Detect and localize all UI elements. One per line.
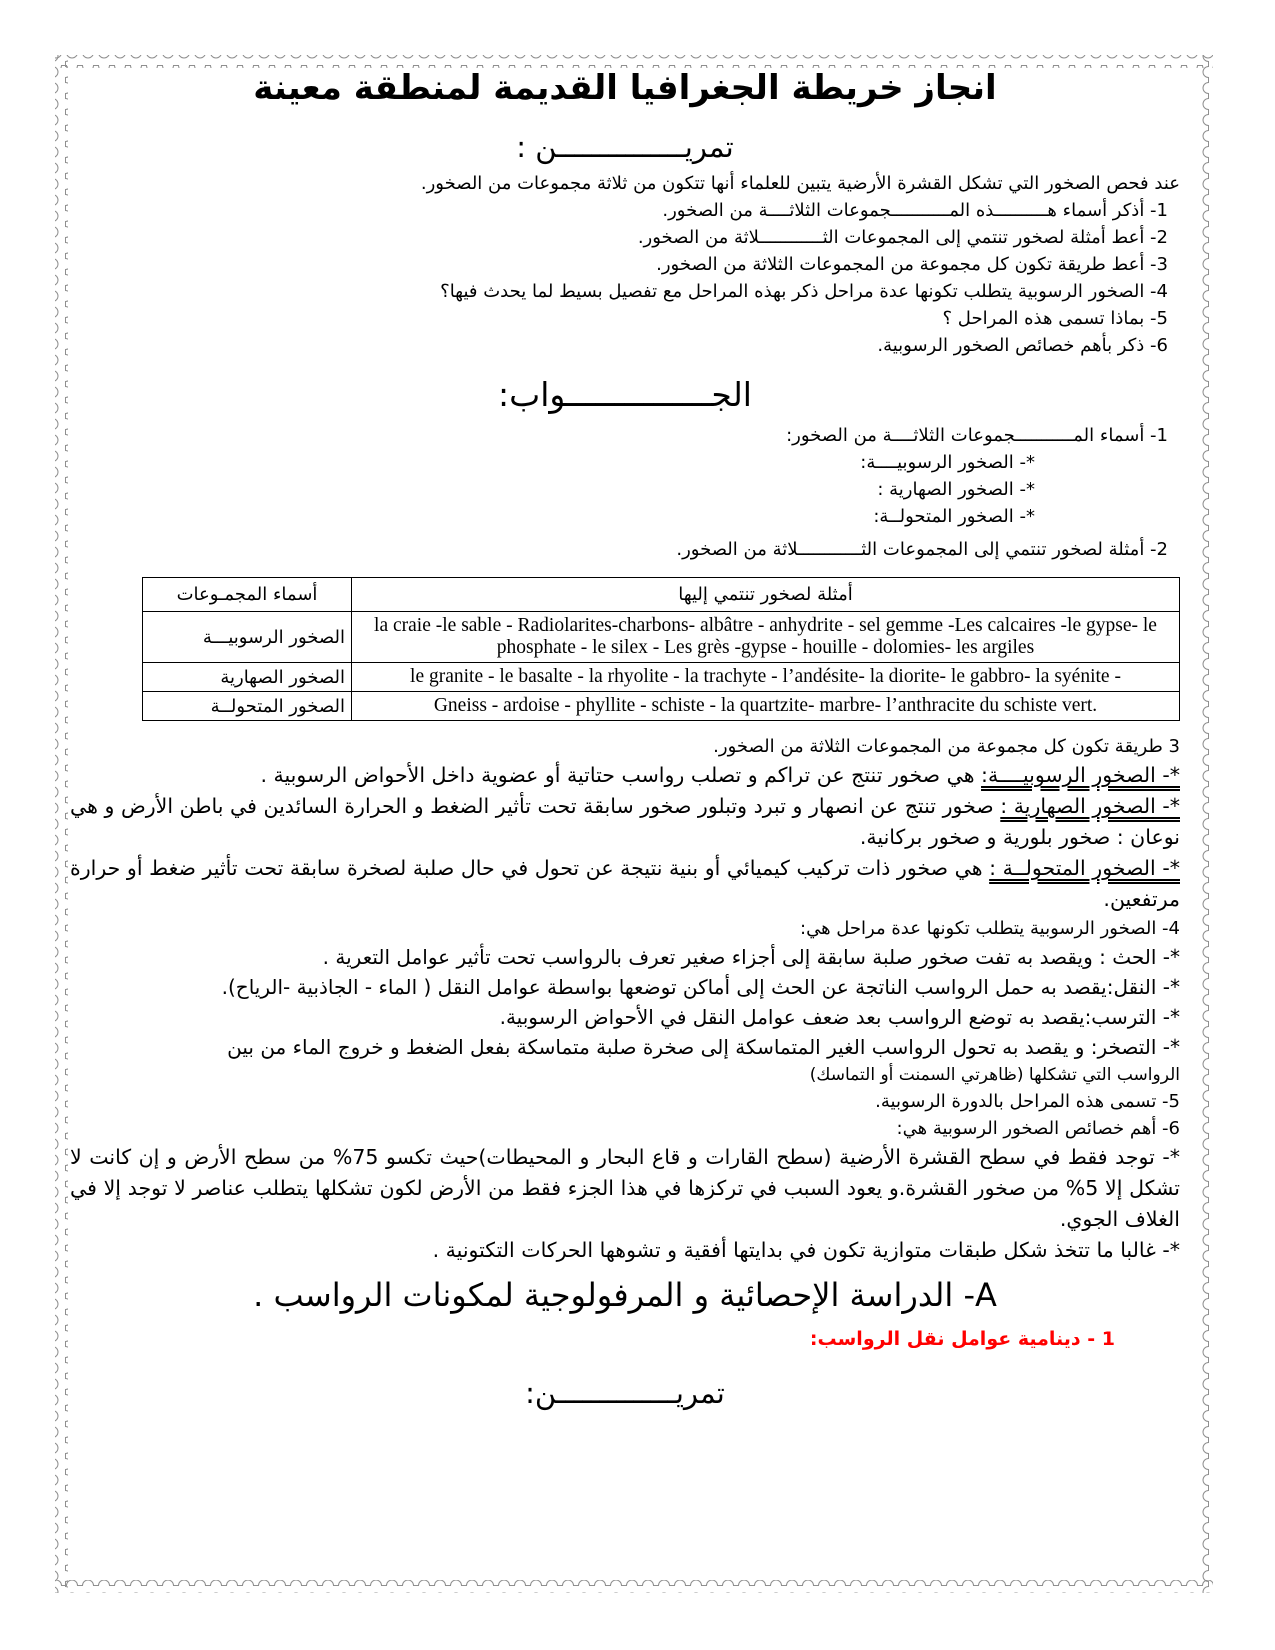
- definition-magmatic: [70, 791, 1180, 853]
- red-subheading-dynamics: 1 - دينامية عوامل نقل الرواسب:: [809, 1328, 1115, 1350]
- sedimentary-name-cell: الصخور الرسوبيـــة: [143, 612, 352, 663]
- table-header-row: [143, 578, 1180, 612]
- definition-text: هي صخور تنتج عن تراكم و تصلب رواسب حتاتية أو عضوية داخل الأحواض الرسوبية .: [260, 763, 982, 787]
- answer-heading: الجـــــــــــــــواب:: [498, 375, 752, 414]
- definition-term: *- الصخور الصهارية :: [1000, 794, 1180, 818]
- stage-lithification: *- التصخر: و يقصد به تحول الرواسب الغير المتماسكة إلى صخرة صلبة متماسكة بفعل الضغط و خروج الماء من بين: [227, 1035, 1180, 1059]
- answer4-label: 4- الصخور الرسوبية يتطلب تكونها عدة مراحل هي:: [800, 918, 1180, 939]
- rock-examples-table: [142, 577, 1180, 721]
- definition-text: هي صخور ذات تركيب كيميائي أو بنية نتيجة عن تحول في حال صلبة لصخرة سابقة تحت تأثير ضغط أو حرارة مرتفعين.: [70, 856, 1180, 911]
- sedimentary-examples-cell: la craie -le sable - Radiolarites-charbons- albâtre - anhydrite - sel gemme -Les calcaires -le gypse- le phosphate - le silex - Les grès -gypse - houille - dolomies- les argiles: [352, 612, 1180, 663]
- rock-group-metamorphic: *- الصخور المتحولــة:: [873, 506, 1035, 527]
- exercise-intro: عند فحص الصخور التي تشكل القشرة الأرضية يتبين للعلماء أنها تتكون من ثلاثة مجموعات من الصخور.: [420, 173, 1180, 194]
- exercise-heading: تمريـــــــــــــــن :: [516, 130, 734, 164]
- rock-group-magmatic: *- الصخور الصهارية :: [877, 479, 1035, 500]
- answer3-label: 3 طريقة تكون كل مجموعة من المجموعات الثلاثة من الصخور.: [713, 736, 1180, 757]
- table-header-names: أسماء المجمـوعات: [143, 578, 352, 612]
- stage-lithification-continued: الرواسب التي تشكلها (ظاهرتي السمنت أو التماسك): [809, 1065, 1180, 1085]
- table-row: [143, 692, 1180, 721]
- document-content: [70, 58, 1180, 1410]
- magmatic-name-cell: الصخور الصهارية: [143, 663, 352, 692]
- definition-text: صخور تنتج عن انصهار و تبرد وتبلور صخور سابقة تحت تأثير الضغط و الحرارة السائدين في باطن الأرض و هي نوعان : صخور بلورية و صخور بركانية.: [70, 794, 1180, 849]
- definition-metamorphic: [70, 853, 1180, 915]
- definition-term: *- الصخور الرسوبيــــة:: [981, 763, 1180, 787]
- stage-erosion: *- الحث : ويقصد به تفت صخور صلبة سابقة إلى أجزاء صغير تعرف بالرواسب تحت تأثير عوامل التعرية .: [322, 945, 1180, 969]
- definition-term: *- الصخور المتحولــة :: [989, 856, 1180, 880]
- question-1: 1- أذكر أسماء هــــــــــذه المـــــــــــجموعات الثلاثــــة من الصخور.: [662, 200, 1168, 221]
- rock-group-sedimentary: *- الصخور الرسوبيــــة:: [860, 452, 1035, 473]
- stage-transport: *- النقل:يقصد به حمل الرواسب الناتجة عن الحث إلى أماكن توضعها بواسطة عوامل النقل ( الماء - الجاذبية -الرياح).: [221, 975, 1180, 999]
- answer1-label: 1- أسماء المـــــــــــجموعات الثلاثــــة من الصخور:: [786, 425, 1168, 446]
- table-row: [143, 663, 1180, 692]
- metamorphic-examples-cell: Gneiss - ardoise - phyllite - schiste - la quartzite- marbre- l’anthracite du schiste vert.: [352, 692, 1180, 721]
- answer2-label: 2- أمثلة لصخور تنتمي إلى المجموعات الثــــــــــــلاثة من الصخور.: [676, 539, 1168, 560]
- characteristic-2: *- غالبا ما تتخذ شكل طبقات متوازية تكون في بدايتها أفقية و تشوهها الحركات التكتونية .: [432, 1238, 1180, 1262]
- exercise2-heading: تمريــــــــــــــن:: [525, 1376, 725, 1410]
- question-2: 2- أعط أمثلة لصخور تنتمي إلى المجموعات الثــــــــــــلاثة من الصخور.: [637, 227, 1168, 248]
- metamorphic-name-cell: الصخور المتحولــة: [143, 692, 352, 721]
- magmatic-examples-cell: le granite - le basalte - la rhyolite - la trachyte - l’andésite- la diorite- le gabbro- la syénite -: [352, 663, 1180, 692]
- question-3: 3- أعط طريقة تكون كل مجموعة من المجموعات الثلاثة من الصخور.: [656, 254, 1168, 275]
- question-4: 4- الصخور الرسوبية يتطلب تكونها عدة مراحل ذكر بهذه المراحل مع تفصيل بسيط لما يحدث فيها؟: [440, 281, 1168, 302]
- answer6-label: 6- أهم خصائص الصخور الرسوبية هي:: [896, 1118, 1180, 1139]
- page-title: انجاز خريطة الجغرافيا القديمة لمنطقة معينة: [253, 68, 997, 108]
- table-header-examples: أمثلة لصخور تنتمي إليها: [352, 578, 1180, 612]
- question-6: 6- ذكر بأهم خصائص الصخور الرسوبية.: [877, 335, 1168, 356]
- section-a-heading: A- الدراسة الإحصائية و المرفولوجية لمكونات الرواسب .: [253, 1276, 997, 1314]
- question-5: 5- بماذا تسمى هذه المراحل ؟: [942, 308, 1168, 329]
- table-row: [143, 612, 1180, 663]
- characteristic-1: *- توجد فقط في سطح القشرة الأرضية (سطح القارات و قاع البحار و المحيطات)حيث تكسو 75% من سطح الأرض و إن كانت لا تشكل إلا 5% من صخور القشرة.و يعود السبب في تركزها في هذا الجزء فقط من الأرض لكون تشكلها يتطلب عناصر لا توجد إلا في الغلاف الجوي.: [70, 1145, 1180, 1231]
- answer5-text: 5- تسمى هذه المراحل بالدورة الرسوبية.: [875, 1091, 1180, 1112]
- stage-deposition: *- الترسب:يقصد به توضع الرواسب بعد ضعف عوامل النقل في الأحواض الرسوبية.: [499, 1005, 1180, 1029]
- definition-sedimentary: [70, 760, 1180, 791]
